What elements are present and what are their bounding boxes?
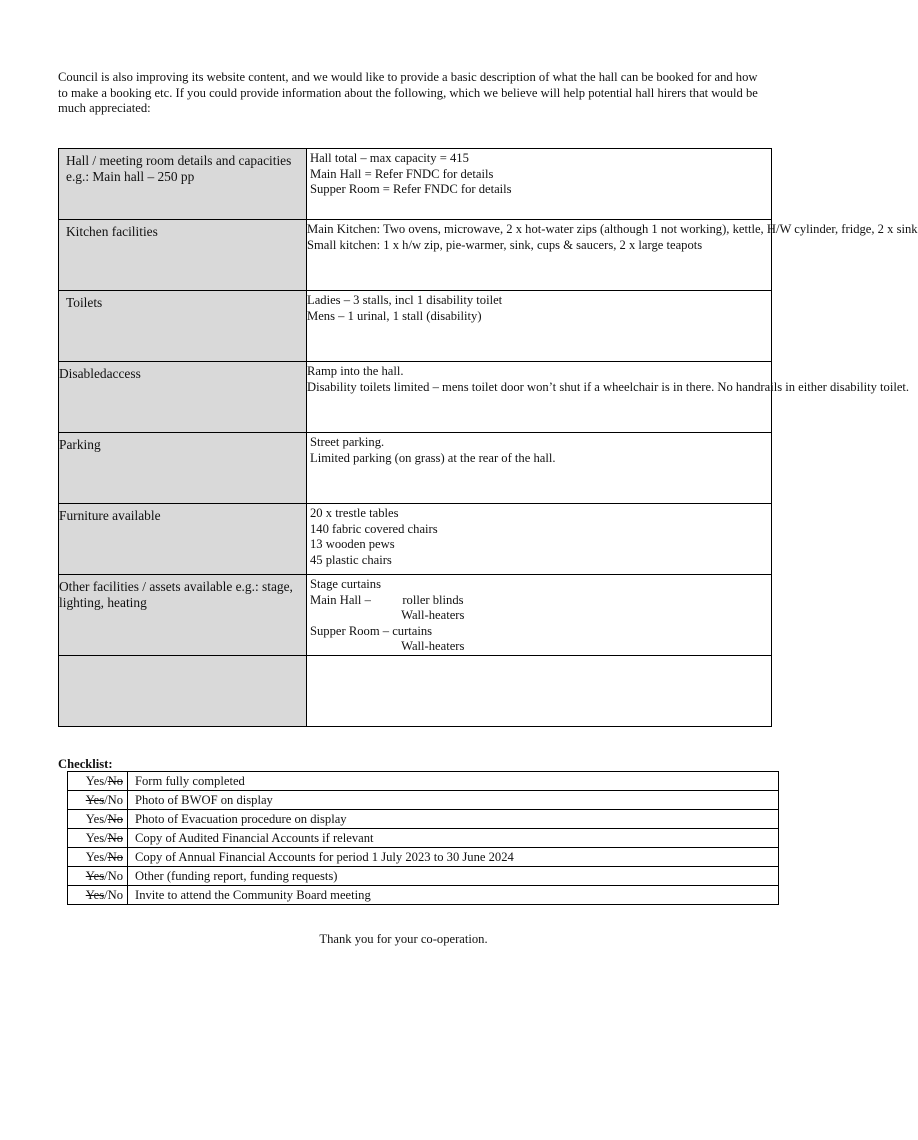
- yes-no-cell: [68, 829, 128, 848]
- row-label: Hall / meeting room details and capacities e.g.: Main hall – 250 pp: [66, 153, 292, 184]
- table-row: [59, 220, 772, 291]
- row-value-line: Street parking.: [310, 435, 385, 449]
- checklist-item: Other (funding report, funding requests): [128, 867, 779, 886]
- yes-no-cell: [68, 791, 128, 810]
- row-value-line: Limited parking (on grass) at the rear of the hall.: [310, 450, 556, 465]
- row-value-line: Ladies – 3 stalls, incl 1 disability toilet: [307, 293, 503, 307]
- row-label: Toilets: [66, 295, 103, 310]
- no-option: No: [107, 811, 123, 826]
- checklist-item: Copy of Annual Financial Accounts for period 1 July 2023 to 30 June 2024: [128, 848, 779, 867]
- row-value-line: Main Kitchen: Two ovens, microwave, 2 x hot-water zips (although 1 not working), kettle, H/W cylinder, fridge, 2 x sink: [307, 222, 918, 236]
- checklist-item: Form fully completed: [128, 772, 779, 791]
- yes-option: Yes: [85, 811, 105, 826]
- row-label: Disabledaccess: [59, 366, 141, 381]
- table-row: [59, 362, 772, 433]
- yes-option: Yes: [85, 849, 105, 864]
- yes-no-separator: /: [104, 811, 108, 826]
- row-value-cell: [307, 291, 772, 362]
- yes-no-separator: /: [104, 849, 108, 864]
- table-row: [59, 655, 772, 726]
- checklist-item: Photo of Evacuation procedure on display: [128, 810, 779, 829]
- yes-no-cell: [68, 867, 128, 886]
- table-row: [59, 575, 772, 656]
- row-value-line: Stage curtains: [310, 577, 381, 591]
- row-value-line: Supper Room – curtains: [310, 623, 433, 638]
- row-value-cell: [307, 655, 772, 726]
- row-value-cell: [307, 362, 910, 433]
- row-value-line: 20 x trestle tables: [310, 506, 399, 520]
- row-value-cell: [307, 149, 772, 220]
- row-label-cell: [59, 362, 307, 433]
- yes-no-separator: /: [104, 887, 108, 902]
- yes-no-separator: /: [104, 868, 108, 883]
- no-option: No: [107, 868, 123, 883]
- row-label: Other facilities / assets available e.g.: stage, lighting, heating: [59, 579, 293, 610]
- row-label-cell: [59, 575, 307, 656]
- yes-option: Yes: [85, 887, 105, 902]
- checklist-row: [68, 848, 779, 867]
- checklist-row: [68, 791, 779, 810]
- row-value-line: Wall-heaters: [310, 639, 465, 653]
- checklist-item: Photo of BWOF on display: [128, 791, 779, 810]
- yes-no-separator: /: [104, 773, 108, 788]
- row-label-cell: [59, 433, 307, 504]
- checklist-table: [67, 771, 779, 905]
- row-label: [59, 656, 306, 660]
- thank-you-note: Thank you for your co-operation.: [319, 932, 488, 946]
- no-option: No: [107, 773, 123, 788]
- checklist-title: Checklist:: [58, 757, 113, 771]
- checklist-row: [68, 886, 779, 905]
- row-label-cell: [59, 655, 307, 726]
- checklist-item: Invite to attend the Community Board meeting: [128, 886, 779, 905]
- row-label-cell: [59, 149, 307, 220]
- checklist-row: [68, 829, 779, 848]
- yes-option: Yes: [85, 792, 105, 807]
- row-value-line: Small kitchen: 1 x h/w zip, pie-warmer, sink, cups & saucers, 2 x large teapots: [307, 237, 703, 252]
- row-value-cell: [307, 220, 918, 291]
- checklist-row: [68, 772, 779, 791]
- no-option: No: [107, 830, 123, 845]
- table-row: [59, 291, 772, 362]
- row-value-cell: [307, 575, 772, 656]
- checklist-row: [68, 810, 779, 829]
- row-value-line: Wall-heaters: [310, 608, 465, 622]
- checklist-item: Copy of Audited Financial Accounts if relevant: [128, 829, 779, 848]
- yes-no-cell: [68, 772, 128, 791]
- row-label-cell: [59, 504, 307, 575]
- row-value-line: Ramp into the hall.: [307, 364, 404, 378]
- row-label: Furniture available: [59, 508, 161, 523]
- row-value-line: 45 plastic chairs: [310, 552, 392, 567]
- row-value-line: 140 fabric covered chairs: [310, 521, 438, 536]
- yes-no-cell: [68, 886, 128, 905]
- table-row: [59, 504, 772, 575]
- row-label-cell: [59, 220, 307, 291]
- yes-option: Yes: [85, 773, 105, 788]
- no-option: No: [107, 792, 123, 807]
- row-value-line: Main Hall = Refer FNDC for details: [310, 166, 494, 181]
- row-value-cell: [307, 433, 772, 504]
- checklist-row: [68, 867, 779, 886]
- yes-no-cell: [68, 810, 128, 829]
- row-label: Kitchen facilities: [66, 224, 158, 239]
- row-value-line: Main Hall – roller blinds: [310, 592, 464, 607]
- no-option: No: [107, 849, 123, 864]
- yes-option: Yes: [85, 830, 105, 845]
- yes-no-separator: /: [104, 792, 108, 807]
- row-value-line: Mens – 1 urinal, 1 stall (disability): [307, 308, 482, 323]
- row-value-line: Hall total – max capacity = 415: [310, 151, 469, 165]
- table-row: [59, 433, 772, 504]
- row-label-cell: [59, 291, 307, 362]
- row-value-line: 13 wooden pews: [310, 537, 395, 551]
- hall-details-table: [58, 148, 918, 727]
- row-label: Parking: [59, 437, 101, 452]
- intro-paragraph: Council is also improving its website content, and we would like to provide a basic description of what the hall can be booked for and how to make a booking etc. If you could provide information about the following, which we believe will help potential hall hirers that would be much appreciated:: [58, 70, 758, 115]
- no-option: No: [107, 887, 123, 902]
- yes-option: Yes: [85, 868, 105, 883]
- row-value-line: Supper Room = Refer FNDC for details: [310, 182, 512, 196]
- yes-no-separator: /: [104, 830, 108, 845]
- table-row: [59, 149, 772, 220]
- row-value-line: Disability toilets limited – mens toilet door won’t shut if a wheelchair is in there. No handrails in either disability toilet.: [307, 379, 910, 394]
- yes-no-cell: [68, 848, 128, 867]
- row-value-cell: [307, 504, 772, 575]
